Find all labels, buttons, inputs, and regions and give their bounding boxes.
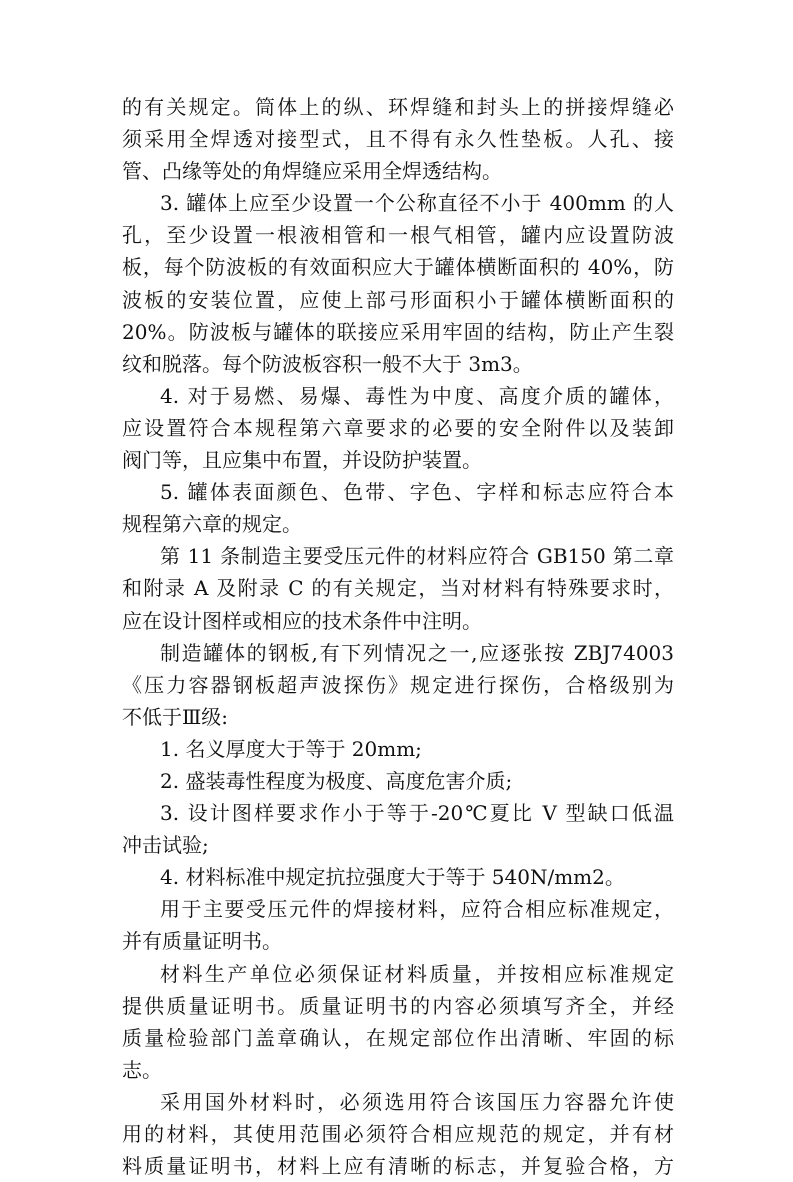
document-body: [122, 91, 674, 1182]
paragraph: [122, 637, 674, 733]
paragraph: [122, 861, 674, 893]
text-line: 3. 设计图样要求作小于等于-20℃夏比 V 型缺口低温: [160, 801, 674, 826]
paragraph: [122, 380, 674, 476]
text-line: 3. 罐体上应至少设置一个公称直径不小于 400mm 的人: [160, 191, 674, 216]
text-line: 1. 名义厚度大于等于 20mm;: [160, 736, 422, 761]
paragraph: [122, 765, 674, 797]
text-line: 并有质量证明书。: [122, 929, 282, 954]
paragraph: [122, 797, 674, 861]
text-line: 冲击试验;: [122, 833, 209, 858]
text-line: 不低于Ⅲ级:: [122, 704, 229, 729]
text-line: 和附录 A 及附录 C 的有关规定，当对材料有特殊要求时，: [122, 576, 674, 601]
paragraph: [122, 958, 674, 1086]
text-line: 4. 对于易燃、易爆、毒性为中度、高度介质的罐体，: [160, 383, 674, 408]
paragraph: [122, 476, 674, 540]
text-line: 制造罐体的钢板,有下列情况之一,应逐张按 ZBJ74003: [160, 640, 674, 665]
text-line: 应设置符合本规程第六章要求的必要的安全附件以及装卸: [122, 415, 674, 440]
text-line: 志。: [122, 1057, 162, 1082]
text-line: 波板的安装位置，应使上部弓形面积小于罐体横断面积的: [122, 287, 674, 312]
paragraph: [122, 893, 674, 957]
text-line: 须采用全焊透对接型式，且不得有永久性垫板。人孔、接: [122, 127, 674, 152]
text-line: 管、凸缘等处的角焊缝应采用全焊透结构。: [122, 159, 502, 184]
text-line: 规程第六章的规定。: [122, 512, 302, 537]
text-line: 质量检验部门盖章确认，在规定部位作出清晰、牢固的标: [122, 1025, 674, 1050]
paragraph: [122, 540, 674, 636]
text-line: 采用国外材料时，必须选用符合该国压力容器允许使: [160, 1089, 674, 1114]
text-line: 纹和脱落。每个防波板容积一般不大于 3m3。: [122, 351, 533, 376]
text-line: 用的材料，其使用范围必须符合相应规范的规定，并有材: [122, 1122, 674, 1146]
text-line: 应在设计图样或相应的技术条件中注明。: [122, 608, 482, 633]
text-line: 提供质量证明书。质量证明书的内容必须填写齐全，并经: [122, 993, 674, 1018]
paragraph: [122, 1086, 674, 1182]
text-line: 20%。防波板与罐体的联接应采用牢固的结构，防止产生裂: [122, 319, 674, 344]
text-line: 《压力容器钢板超声波探伤》规定进行探伤，合格级别为: [122, 672, 674, 697]
text-line: 5. 罐体表面颜色、色带、字色、字样和标志应符合本: [160, 480, 674, 505]
text-line: 孔，至少设置一根液相管和一根气相管，罐内应设置防波: [122, 223, 674, 248]
text-line: 的有关规定。筒体上的纵、环焊缝和封头上的拼接焊缝必: [122, 95, 674, 119]
paragraph: [122, 187, 674, 380]
text-line: 2. 盛装毒性程度为极度、高度危害介质;: [160, 768, 513, 793]
text-line: 板，每个防波板的有效面积应大于罐体横断面积的 40%，防: [122, 255, 674, 280]
text-line: 料质量证明书，材料上应有清晰的标志，并复验合格，方: [122, 1154, 674, 1179]
text-line: 4. 材料标准中规定抗拉强度大于等于 540N/mm2。: [160, 865, 625, 890]
text-line: 阀门等，且应集中布置，并设防护装置。: [122, 448, 482, 473]
text-line: 第 11 条制造主要受压元件的材料应符合 GB150 第二章: [160, 544, 674, 569]
paragraph: [122, 91, 674, 187]
text-line: 材料生产单位必须保证材料质量，并按相应标准规定: [160, 961, 674, 986]
text-line: 用于主要受压元件的焊接材料，应符合相应标准规定，: [160, 897, 674, 922]
paragraph: [122, 733, 674, 765]
